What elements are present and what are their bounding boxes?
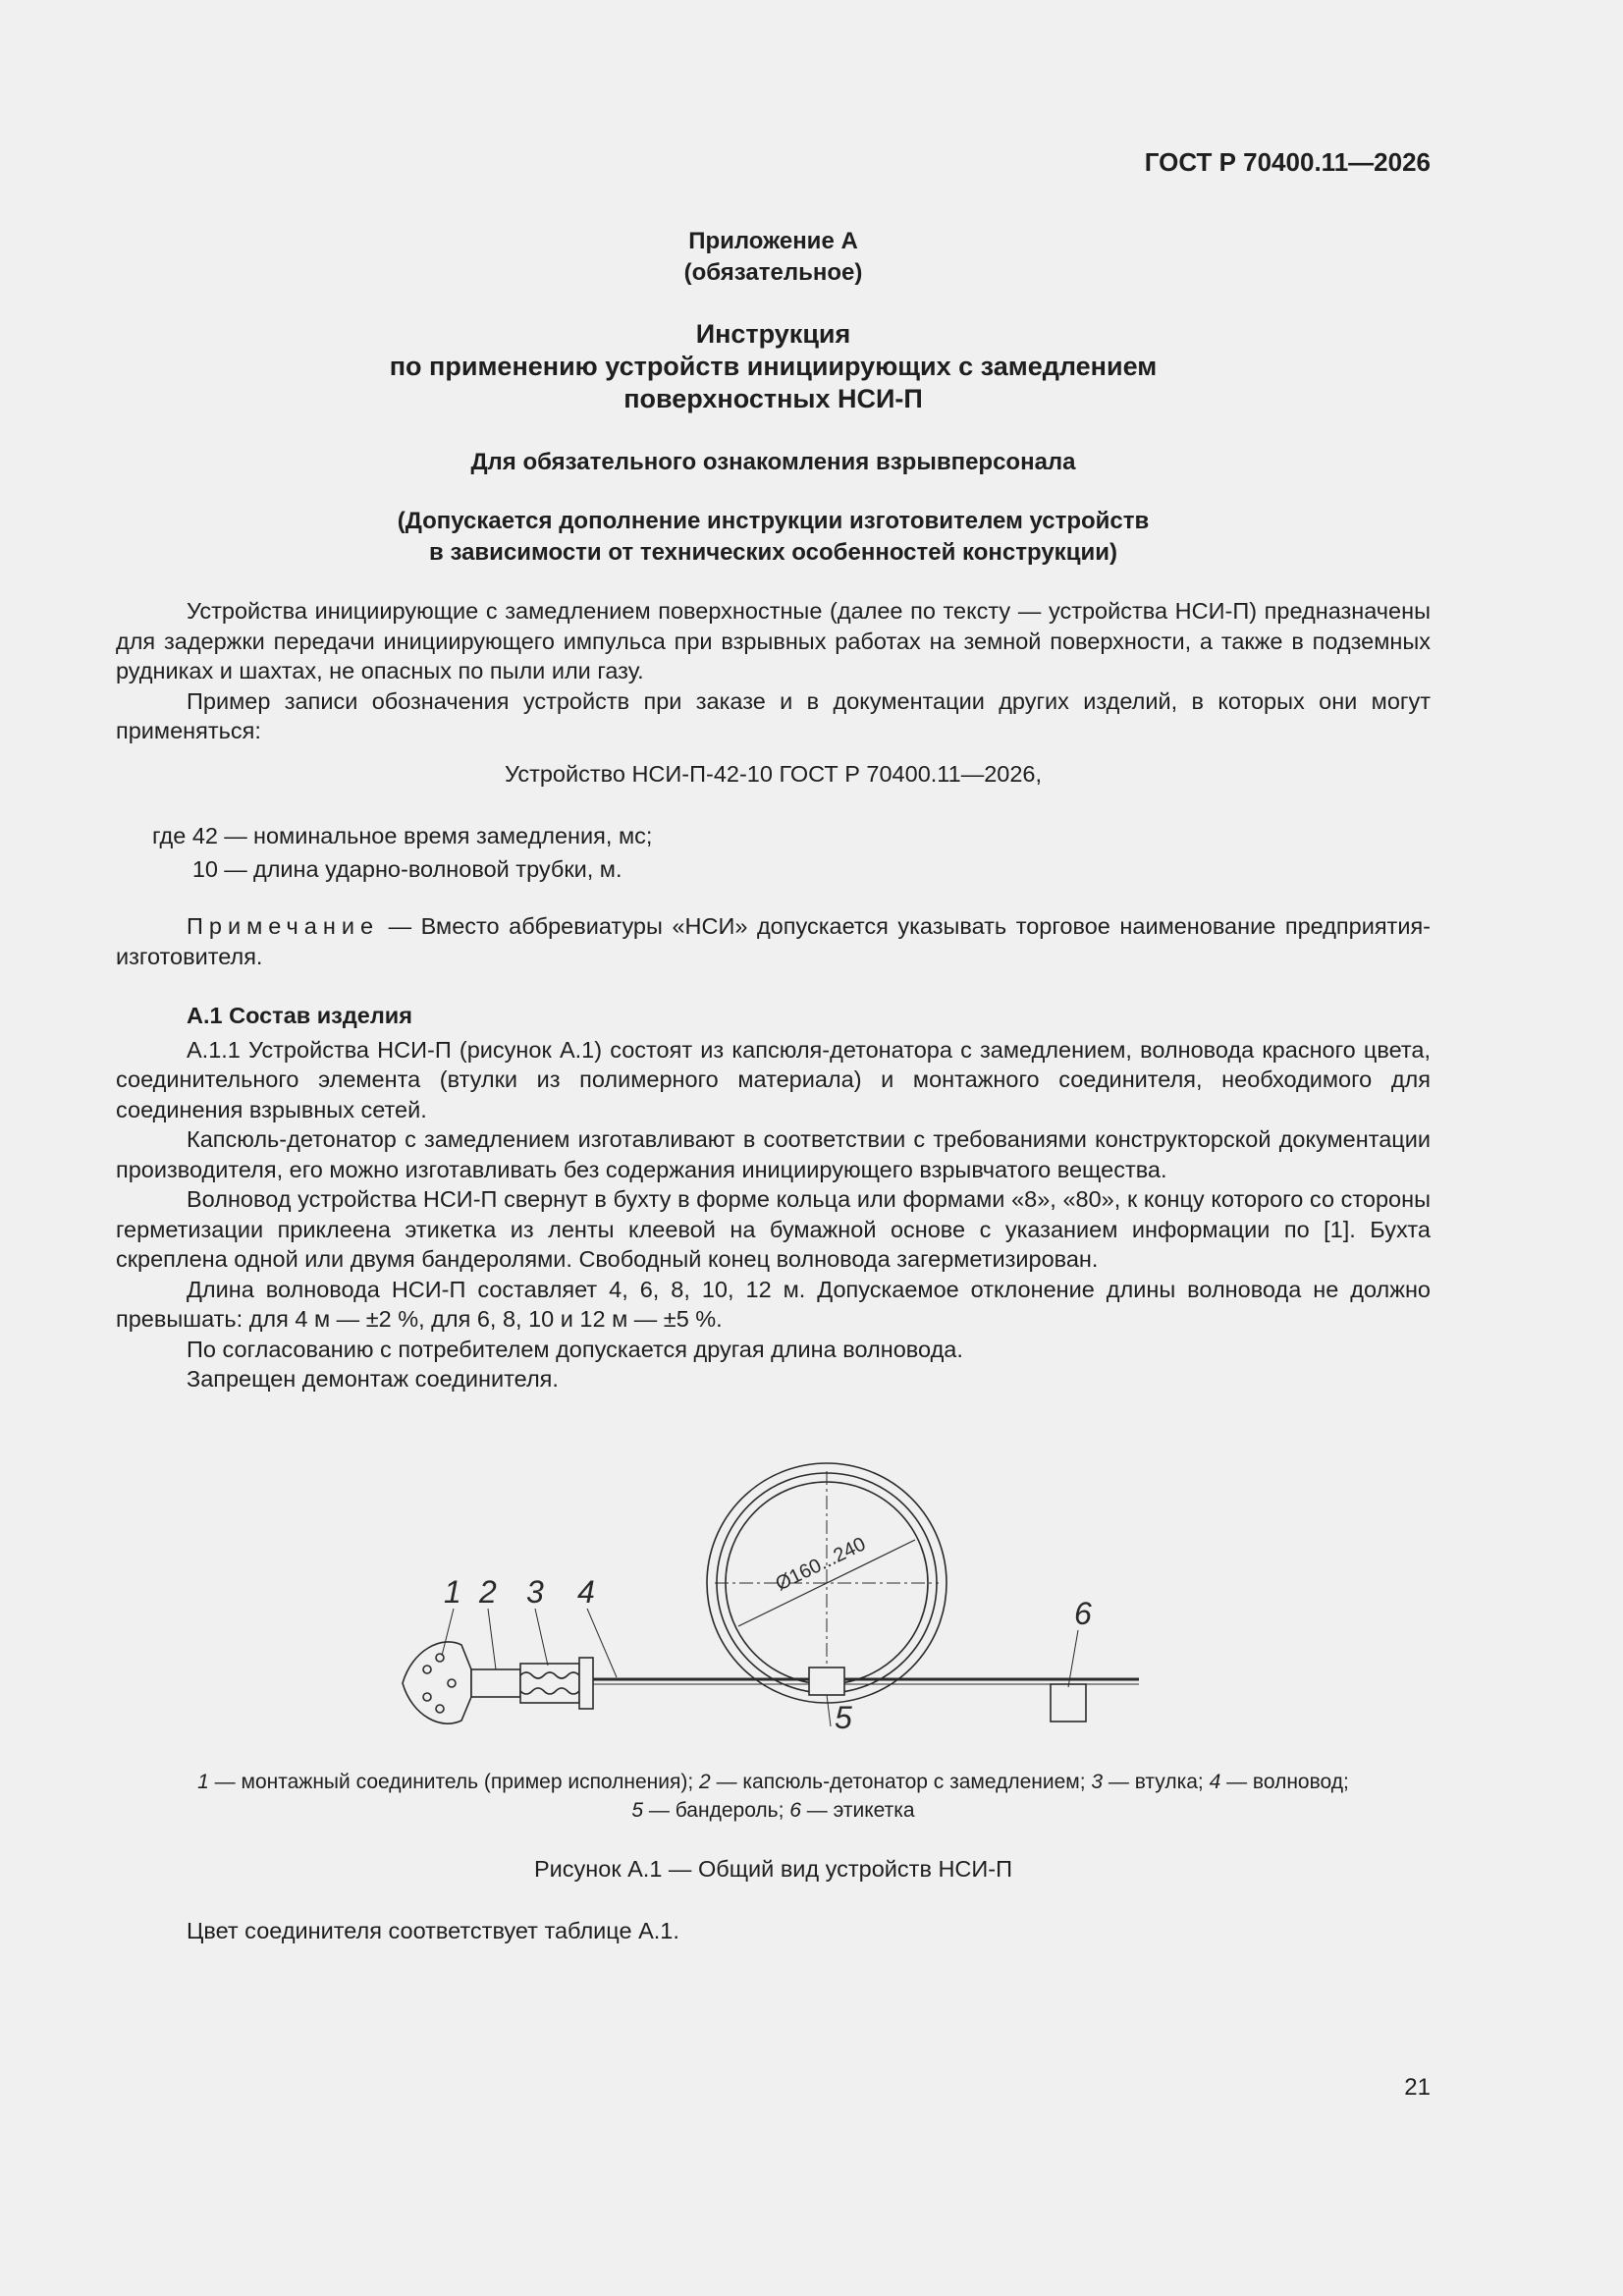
definitions-list	[108, 819, 652, 886]
legend-text: — капсюль-детонатор с замедлением;	[710, 1771, 1092, 1793]
instruction-heading	[116, 318, 1431, 415]
instruction-line-1: Инструкция	[695, 319, 851, 349]
legend-text: — волновод;	[1220, 1771, 1349, 1793]
callout-2: 2	[479, 1574, 497, 1610]
intro-block	[116, 596, 1431, 746]
appendix-title: Приложение А	[688, 228, 858, 254]
appendix-heading	[116, 226, 1431, 289]
section-a1	[116, 1001, 1431, 1394]
section-paragraph-1: А.1.1 Устройства НСИ-П (рисунок А.1) состоят из капсюля-детонатора с замедлением, волновода красного цвета, соединительного элемента (втулки из полимерного материала) и монтажного соединителя, необходимого для соединения взрывных сетей.	[116, 1036, 1431, 1122]
definition-key: где 42	[152, 823, 218, 848]
legend-text: — втулка;	[1103, 1771, 1210, 1793]
callout-6: 6	[1074, 1596, 1092, 1631]
legend-number: 3	[1091, 1771, 1104, 1793]
section-paragraph-6: Запрещен демонтаж соединителя.	[187, 1366, 559, 1392]
definition-row	[108, 852, 652, 886]
legend-number: 5	[631, 1799, 644, 1822]
definition-text: длина ударно-волновой трубки, м.	[253, 856, 622, 882]
section-title: А.1 Состав изделия	[187, 1003, 412, 1028]
callout-3: 3	[526, 1574, 544, 1610]
closing-paragraph: Цвет соединителя соответствует таблице А.1.	[187, 1918, 679, 1943]
note-label: Примечание	[187, 913, 380, 939]
figure-a1	[373, 1434, 1178, 1748]
legend-text: — этикетка	[800, 1799, 915, 1822]
designation-example: Устройство НСИ-П-42-10 ГОСТ Р 70400.11—2026,	[504, 761, 1043, 787]
device-drawing	[373, 1434, 1178, 1748]
section-paragraph-3: Волновод устройства НСИ-П свернут в бухту в форме кольца или формами «8», «80», к концу которого со стороны герметизации приклеена этикетка из ленты клеевой на бумажной основе с указанием информации по [1]. Бухта скреплена одной или двумя бандеролями. Свободный конец волновода загерметизирован.	[116, 1186, 1431, 1272]
band-5	[809, 1667, 844, 1695]
allowance-line-2: в зависимости от технических особенностей конструкции)	[429, 539, 1117, 566]
definition-text: номинальное время замедления, мс;	[253, 823, 653, 848]
note-text: — Вместо аббревиатуры «НСИ» допускается указывать торговое наименование предприятия-изготовителя.	[116, 913, 1431, 969]
definition-dash: —	[224, 856, 247, 882]
allowance-line-1: (Допускается дополнение инструкции изготовителем устройств	[397, 508, 1150, 534]
tag-6	[1051, 1684, 1086, 1722]
definition-row	[108, 819, 652, 852]
allowance-note	[116, 506, 1431, 569]
section-paragraph-5: По согласованию с потребителем допускается другая длина волновода.	[187, 1336, 963, 1362]
notice-heading: Для обязательного ознакомления взрывперсонала	[470, 449, 1076, 475]
page-number: 21	[1404, 2074, 1431, 2101]
legend-number: 1	[197, 1771, 209, 1793]
legend-number: 4	[1209, 1771, 1221, 1793]
closing-block	[116, 1916, 1431, 1946]
callout-4: 4	[577, 1574, 595, 1610]
note-block	[116, 911, 1431, 971]
definition-dash: —	[224, 823, 247, 848]
standard-number: ГОСТ Р 70400.11—2026	[1144, 147, 1431, 177]
legend-number: 6	[789, 1799, 801, 1822]
section-paragraph-4: Длина волновода НСИ-П составляет 4, 6, 8, 10, 12 м. Допускаемое отклонение длины волновода не должно превышать: для 4 м — ±2 %, для 6, 8, 10 и 12 м — ±5 %.	[116, 1276, 1431, 1332]
sleeve-3	[520, 1664, 579, 1703]
legend-text: — бандероль;	[643, 1799, 790, 1822]
figure-legend	[116, 1768, 1431, 1825]
callout-1: 1	[444, 1574, 461, 1610]
definition-key: 10	[191, 856, 218, 882]
dimension-label: Ø160...240	[772, 1533, 870, 1596]
callout-5: 5	[835, 1700, 852, 1735]
intro-paragraph-2: Пример записи обозначения устройств при заказе и в документации других изделий, в которых они могут применяться:	[116, 687, 1431, 743]
instruction-line-2: по применению устройств инициирующих с замедлением	[389, 352, 1158, 381]
instruction-line-3: поверхностных НСИ-П	[623, 384, 923, 413]
section-paragraph-2: Капсюль-детонатор с замедлением изготавливают в соответствии с требованиями конструкторской документации производителя, его можно изготавливать без содержания инициирующего взрывчатого вещества.	[116, 1126, 1431, 1182]
intro-paragraph-1: Устройства инициирующие с замедлением поверхностные (далее по тексту — устройства НСИ-П) предназначены для задержки передачи инициирующего импульса при взрывных работах на земной поверхности, а также в подземных рудниках и шахтах, не опасных по пыли или газу.	[116, 598, 1431, 683]
legend-text: — монтажный соединитель (пример исполнения);	[208, 1771, 700, 1793]
legend-number: 2	[699, 1771, 711, 1793]
figure-title: Рисунок А.1 — Общий вид устройств НСИ-П	[533, 1856, 1013, 1882]
detonator-2	[471, 1669, 520, 1697]
appendix-status: (обязательное)	[683, 259, 863, 286]
